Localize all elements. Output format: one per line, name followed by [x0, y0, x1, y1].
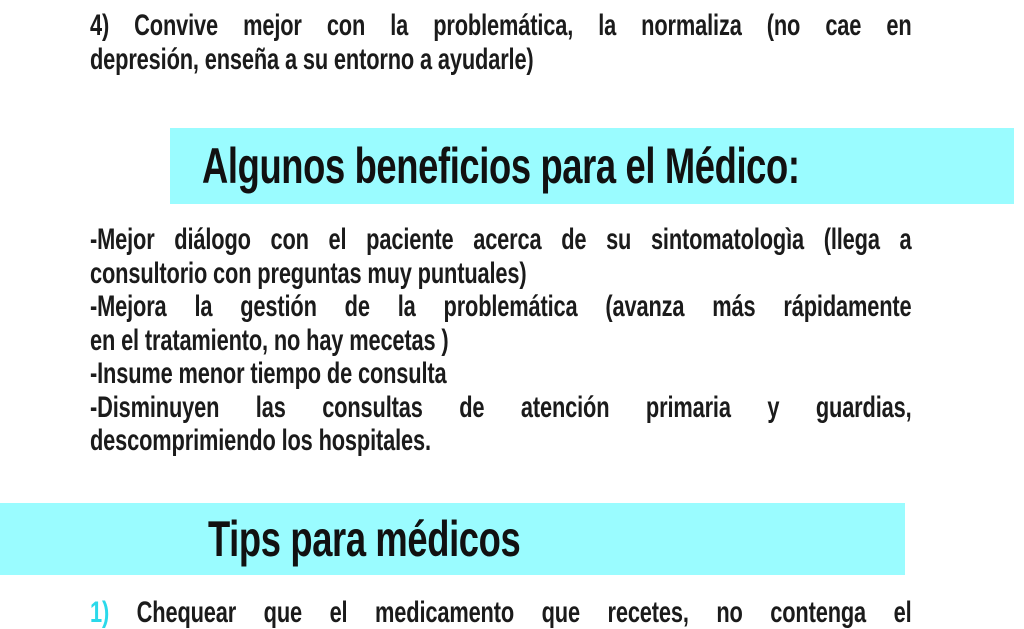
benefits-line-3: -Mejora la gestión de la problemática (avanza más rápidamente [90, 290, 912, 323]
tips-list [90, 596, 912, 629]
tip-text: Chequear que el medicamento que recetes, no contenga el [136, 596, 912, 629]
benefits-line-4: en el tratamiento, no hay mecetas ) [90, 323, 449, 357]
benefits-list [90, 223, 912, 458]
intro-paragraph [90, 9, 912, 76]
benefits-line-7: descomprimiendo los hospitales. [90, 424, 431, 457]
intro-line-2: depresión, enseña a su entorno a ayudarle) [90, 42, 534, 76]
tips-heading-band [0, 503, 905, 575]
benefits-heading: Algunos beneficios para el Médico: [202, 138, 800, 194]
intro-line-1: 4) Convive mejor con la problemática, la normaliza (no cae en [90, 9, 912, 42]
benefits-line-1: -Mejor diálogo con el paciente acerca de su sintomatologìa (llega a [90, 223, 912, 256]
benefits-line-2: consultorio con preguntas muy puntuales) [90, 256, 527, 290]
tip-number: 1) [90, 596, 110, 629]
benefits-line-6: -Disminuyen las consultas de atención primaria y guardias, [90, 390, 912, 424]
tip-item-1 [90, 596, 912, 629]
tips-heading: Tips para médicos [208, 511, 521, 567]
benefits-line-5: -Insume menor tiempo de consulta [90, 357, 447, 390]
benefits-heading-band [170, 128, 1014, 204]
